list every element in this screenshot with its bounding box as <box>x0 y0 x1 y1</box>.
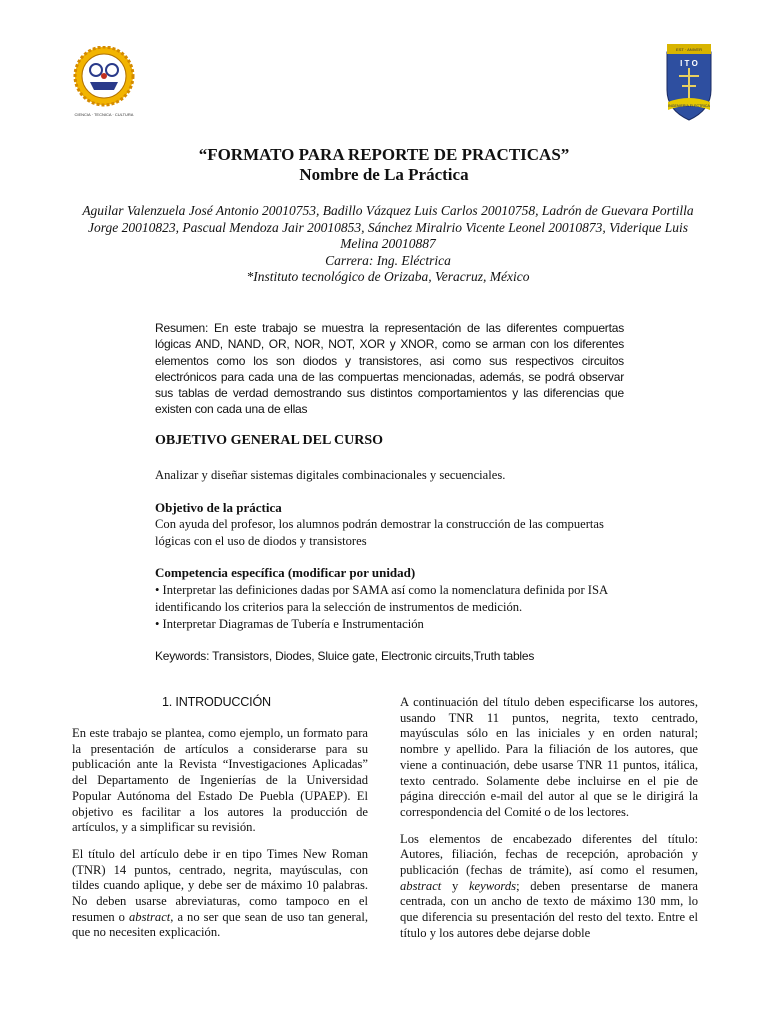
text-run-italic: abstract <box>400 878 442 893</box>
competency-item: • Interpretar las definiciones dadas por SAMA así como la nomenclatura definida por ISA identificando los criterios para la selección de instrumentos de medición. <box>155 583 608 614</box>
competency-list <box>155 582 625 633</box>
keywords-line: Keywords: Transistors, Diodes, Sluice gate, Electronic circuits,Truth tables <box>155 649 535 663</box>
competency-item: • Interpretar Diagramas de Tubería e Instrumentación <box>155 617 424 631</box>
authors-block <box>70 203 706 286</box>
practice-objective-heading: Objetivo de la práctica <box>155 500 282 515</box>
text-run-italic: abstract <box>129 909 171 924</box>
text-run: y <box>441 878 469 893</box>
body-paragraph: A continuación del título deben especificarse los autores, usando TNR 11 puntos, negrita, texto centrado, mayúsculas sólo en las iniciales y en orden natural; nombre y apellido. Para la filiación de los autores, que viene a continuación, debe usarse TNR 11 puntos, itálica, texto centrado. Solamente debe incluirse en el pie de página dirección e-mail del autor al que se le dirigirá la correspondencia del Comité o de los lectores. <box>400 695 698 819</box>
authors-line: Melina 20010887 <box>340 236 436 251</box>
university-seal-logo <box>72 46 136 120</box>
intro-paragraph <box>72 847 368 941</box>
ito-shield-logo <box>664 44 714 122</box>
text-run: Los elementos de encabezado diferentes del título: Autores, filiación, fechas de recepción, aprobación y publicación (fechas de trámite), así como el resumen, <box>400 831 698 878</box>
text-run: El título del artículo debe ir en tipo Times New Roman (TNR) 14 puntos, centrado, negrita, mayúsculas, con tildes cuando aplique, y debe ser de máximo 10 palabras. No deben usarse abreviaturas, como tampoco en el resumen o <box>72 846 368 924</box>
right-column <box>400 695 698 953</box>
practice-objective-text: Con ayuda del profesor, los alumnos podrán demostrar la construcción de las compuertas lógicas con el uso de diodos y transistores <box>155 517 604 548</box>
affiliation-line: *Instituto tecnológico de Orizaba, Veracruz, México <box>246 269 530 284</box>
authors-line: Jorge 20010823, Pascual Mendoza Jair 20010853, Sánchez Miralrio Vicente Leonel 20010873, Viderique Luis <box>87 219 689 235</box>
intro-paragraph: En este trabajo se plantea, como ejemplo, un formato para la presentación de artículos a considerarse para su publicación ante la Revista “Investigaciones Aplicadas” del Departamento de Ingenierías de la Universidad Popular Autónoma del Estado De Puebla (UPAEP). El objetivo es facilitar a los autores la producción de artículos, y a simplificar su revisión. <box>72 726 368 835</box>
text-run: , a no ser que sean de uso tan general, que no necesiten explicación. <box>72 909 368 940</box>
general-objective-text: Analizar y diseñar sistemas digitales combinacionales y secuenciales. <box>155 468 506 482</box>
competency-heading: Competencia específica (modificar por unidad) <box>155 565 416 580</box>
practice-name: Nombre de La Práctica <box>299 165 469 184</box>
text-run-italic: keywords <box>468 878 517 893</box>
logo-ito-text: I T O <box>680 59 698 68</box>
text-run: ; deben presentarse de manera centrada, con un ancho de texto de máximo 130 mm, lo que diferencia su presentación del resto del texto. Entre el título y los autores debe dejarse doble <box>400 878 699 940</box>
career-line: Carrera: Ing. Eléctrica <box>325 252 451 268</box>
general-objective-heading: OBJETIVO GENERAL DEL CURSO <box>155 433 384 448</box>
logo-caption: CIENCIA · TECNICA · CULTURA <box>74 112 134 117</box>
document-title: “FORMATO PARA REPORTE DE PRACTICAS” <box>198 145 570 164</box>
logo-top-text: EST · ANIVER <box>676 47 702 52</box>
logo-banner-text: INGENIERIA ELECTRICA <box>668 104 710 108</box>
left-column <box>72 726 368 952</box>
introduction-heading: 1. INTRODUCCIÓN <box>162 695 271 709</box>
authors-line: Aguilar Valenzuela José Antonio 20010753, Badillo Vázquez Luis Carlos 20010758, Ladrón de Guevara Portilla <box>82 203 694 218</box>
body-paragraph <box>400 832 698 942</box>
abstract-paragraph: Resumen: En este trabajo se muestra la representación de las diferentes compuertas lógicas AND, NAND, OR, NOR, NOT, XOR y XNOR, como se arman con los diferentes elementos como los son diodos y transistores, asi como sus respectivos circuitos electrónicos para cada una de las compuertas mencionadas, además, se podrá observar sus tablas de verdad demostrando sus distintos comportamientos y las diferencias que existen con cada una de ellas <box>155 321 624 417</box>
